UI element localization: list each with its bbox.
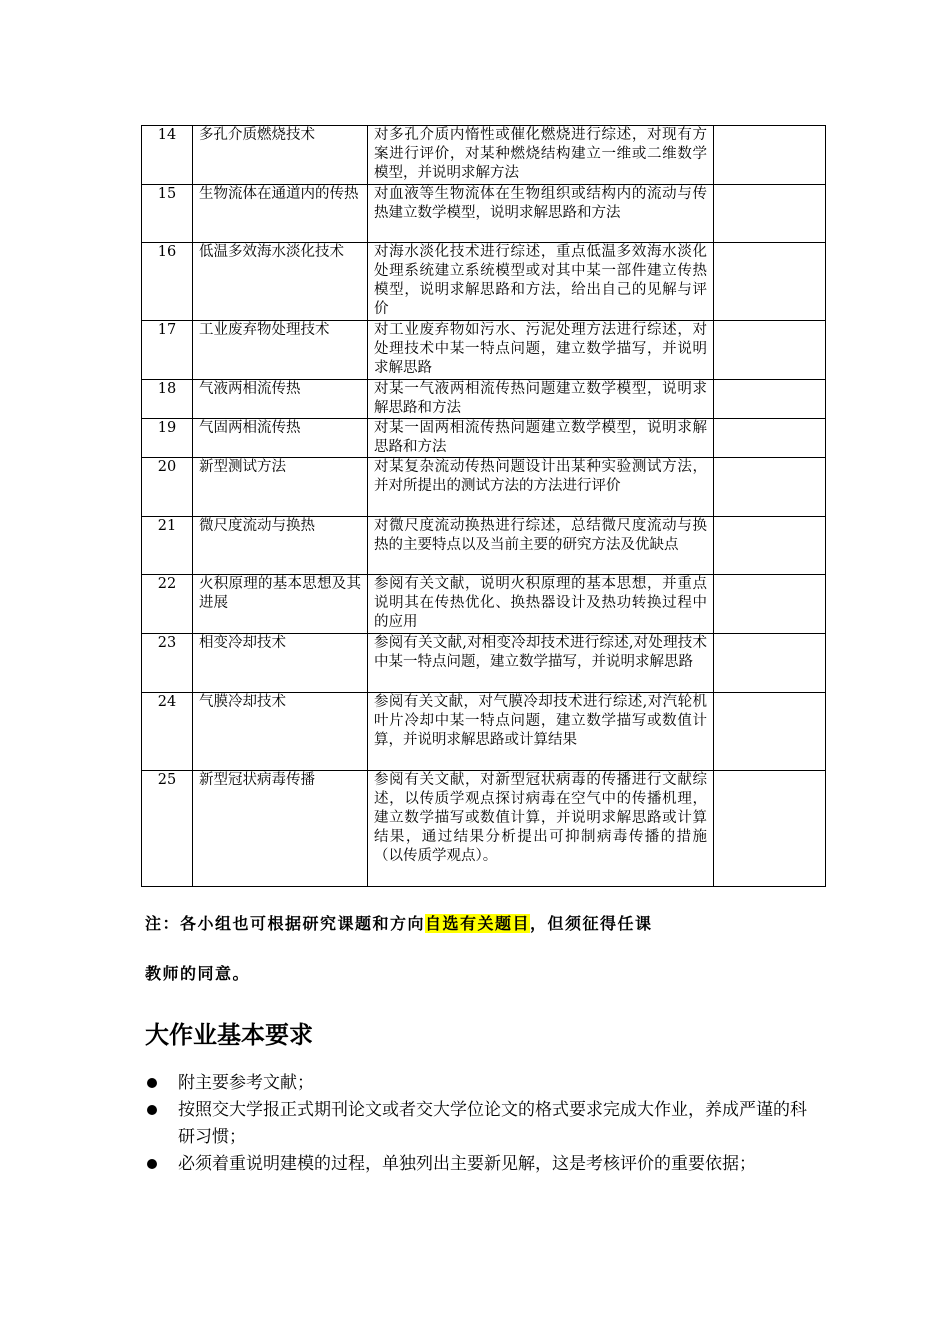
note-suffix: ，但须征得任课 (530, 914, 653, 933)
list-item (145, 1151, 813, 1178)
bullet-icon (147, 1105, 157, 1115)
note-text (145, 912, 825, 936)
row-topic: 新型测试方法 (193, 458, 368, 517)
row-description: 对多孔介质内惰性或催化燃烧进行综述，对现有方案进行评价，对某种燃烧结构建立一维或二维数学模型，并说明求解方法 (368, 126, 714, 185)
row-number: 15 (142, 185, 193, 243)
row-description: 对工业废弃物如污水、污泥处理方法进行综述，对处理技术中某一特点问题，建立数学描写，并说明求解思路 (368, 321, 714, 380)
row-topic: 生物流体在通道内的传热 (193, 185, 368, 243)
row-topic: 多孔介质燃烧技术 (193, 126, 368, 185)
row-description: 对某复杂流动传热问题设计出某种实验测试方法，并对所提出的测试方法的方法进行评价 (368, 458, 714, 517)
row-number: 22 (142, 575, 193, 634)
list-item (145, 1097, 813, 1151)
table-row (142, 126, 826, 185)
note-text-continued: 教师的同意。 (145, 964, 251, 983)
row-topic: 微尺度流动与换热 (193, 517, 368, 575)
section-heading: 大作业基本要求 (145, 1021, 313, 1049)
row-topic: 气膜冷却技术 (193, 693, 368, 771)
row-description: 对某一固两相流传热问题建立数学模型，说明求解思路和方法 (368, 419, 714, 458)
table-row (142, 419, 826, 458)
topics-table (141, 125, 826, 887)
bullet-icon (147, 1078, 157, 1088)
row-topic: 低温多效海水淡化技术 (193, 243, 368, 321)
table-row (142, 575, 826, 634)
list-item-text: 按照交大学报正式期刊论文或者交大学位论文的格式要求完成大作业，养成严谨的科研习惯； (178, 1100, 807, 1147)
row-number: 21 (142, 517, 193, 575)
row-number: 25 (142, 771, 193, 887)
row-extra (714, 185, 826, 243)
table-row (142, 693, 826, 771)
row-extra (714, 458, 826, 517)
row-extra (714, 321, 826, 380)
row-number: 16 (142, 243, 193, 321)
row-description: 对海水淡化技术进行综述，重点低温多效海水淡化处理系统建立系统模型或对其中某一部件建立传热模型，说明求解思路和方法，给出自己的见解与评价 (368, 243, 714, 321)
table-row (142, 380, 826, 419)
row-topic: 气液两相流传热 (193, 380, 368, 419)
row-extra (714, 634, 826, 693)
bullet-icon (147, 1159, 157, 1169)
table-row (142, 634, 826, 693)
row-extra (714, 693, 826, 771)
row-topic: 工业废弃物处理技术 (193, 321, 368, 380)
requirements-list (145, 1070, 813, 1178)
row-number: 17 (142, 321, 193, 380)
row-extra (714, 126, 826, 185)
table-row (142, 243, 826, 321)
row-extra (714, 575, 826, 634)
row-extra (714, 419, 826, 458)
row-description: 参阅有关文献，对气膜冷却技术进行综述,对汽轮机叶片冷却中某一特点问题，建立数学描写或数值计算，并说明求解思路或计算结果 (368, 693, 714, 771)
row-description: 对某一气液两相流传热问题建立数学模型，说明求解思路和方法 (368, 380, 714, 419)
table-row (142, 321, 826, 380)
table-row (142, 517, 826, 575)
list-item (145, 1070, 813, 1097)
row-extra (714, 380, 826, 419)
row-description: 对微尺度流动换热进行综述，总结微尺度流动与换热的主要特点以及当前主要的研究方法及优缺点 (368, 517, 714, 575)
row-description: 对血液等生物流体在生物组织或结构内的流动与传热建立数学模型，说明求解思路和方法 (368, 185, 714, 243)
row-number: 14 (142, 126, 193, 185)
row-topic: 新型冠状病毒传播 (193, 771, 368, 887)
table-row (142, 771, 826, 887)
row-topic: 相变冷却技术 (193, 634, 368, 693)
list-item-text: 必须着重说明建模的过程，单独列出主要新见解，这是考核评价的重要依据； (178, 1154, 756, 1174)
list-item-text: 附主要参考文献； (178, 1073, 314, 1093)
row-number: 24 (142, 693, 193, 771)
row-number: 19 (142, 419, 193, 458)
table-row (142, 185, 826, 243)
note-highlight: 自选有关题目 (425, 914, 531, 933)
row-extra (714, 771, 826, 887)
row-extra (714, 243, 826, 321)
row-description: 参阅有关文献，对新型冠状病毒的传播进行文献综述，以传质学观点探讨病毒在空气中的传播机理，建立数学描写或数值计算，并说明求解思路或计算结果，通过结果分析提出可抑制病毒传播的措施（以传质学观点）。 (368, 771, 714, 887)
note-prefix: 注：各小组也可根据研究课题和方向 (145, 914, 426, 933)
row-description: 参阅有关文献，说明火积原理的基本思想，并重点说明其在传热优化、换热器设计及热功转换过程中的应用 (368, 575, 714, 634)
row-extra (714, 517, 826, 575)
row-number: 20 (142, 458, 193, 517)
row-number: 18 (142, 380, 193, 419)
row-number: 23 (142, 634, 193, 693)
topics-table-body (142, 126, 826, 887)
row-topic: 气固两相流传热 (193, 419, 368, 458)
row-topic: 火积原理的基本思想及其进展 (193, 575, 368, 634)
row-description: 参阅有关文献,对相变冷却技术进行综述,对处理技术中某一特点问题，建立数学描写，并说明求解思路 (368, 634, 714, 693)
table-row (142, 458, 826, 517)
